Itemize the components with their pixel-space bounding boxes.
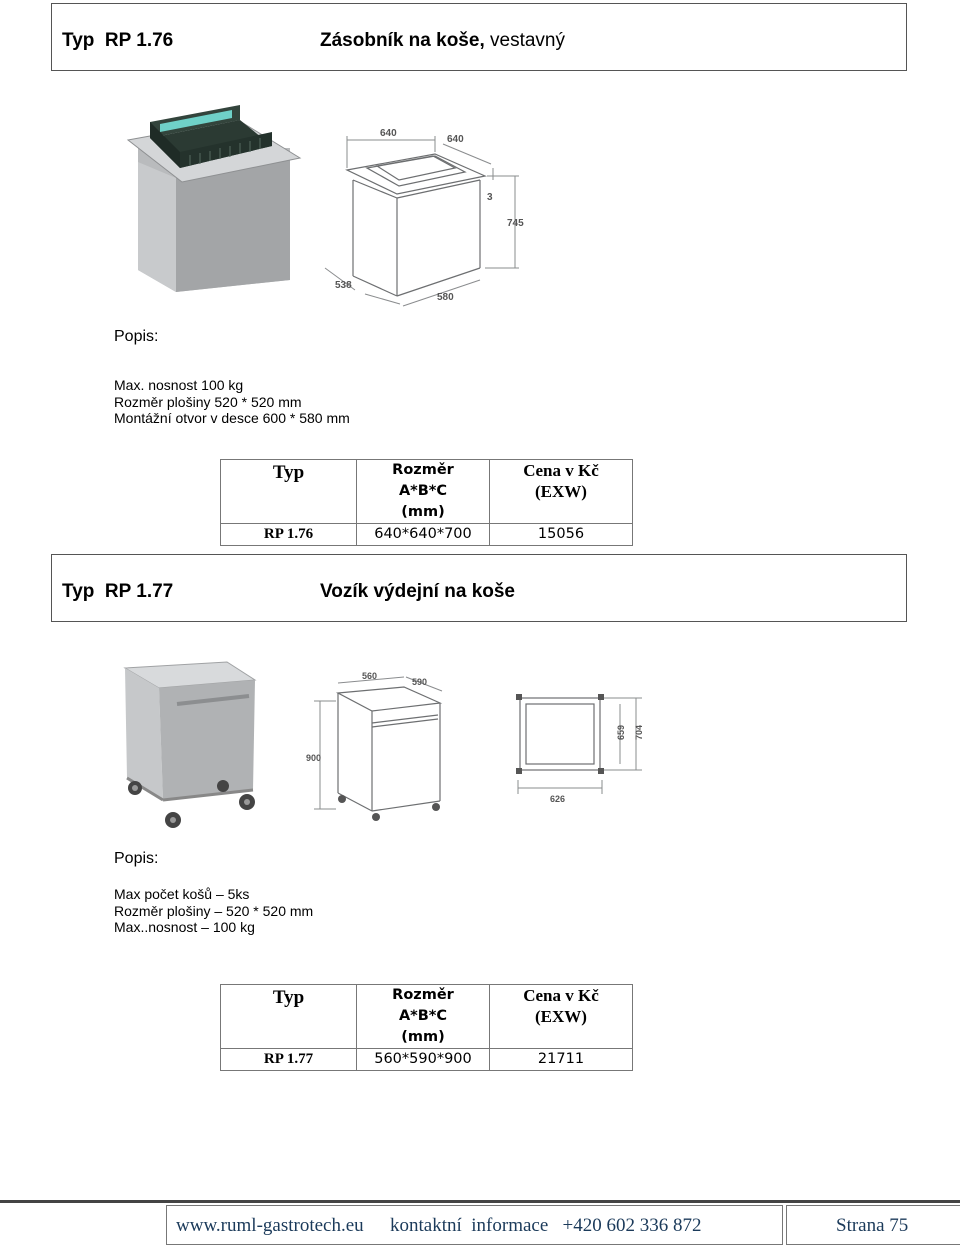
dim-label: 745 <box>507 218 524 229</box>
price-table-rp177 <box>220 984 633 1071</box>
product-code: Typ RP 1.76 <box>62 30 174 51</box>
dim-label: 538 <box>335 280 352 291</box>
product-code: Typ RP 1.77 <box>62 581 174 602</box>
description-line: Max počet košů – 5ks <box>114 886 250 902</box>
dim-label: 640 <box>380 128 397 139</box>
dim-label: 560 <box>362 671 378 681</box>
dim-label: 900 <box>306 753 322 763</box>
cell-dimensions: 640*640*700 <box>357 524 490 546</box>
product-header-rp176 <box>51 3 907 71</box>
dim-label: 590 <box>412 677 428 687</box>
description-line: Max..nosnost – 100 kg <box>114 919 255 935</box>
cell-price: 15056 <box>490 524 633 546</box>
popis-label: Popis: <box>114 850 159 867</box>
header-price: Cena v Kč (EXW) <box>490 985 633 1049</box>
page-number: Strana 75 <box>836 1215 909 1236</box>
description-line: Rozměr plošiny – 520 * 520 mm <box>114 902 314 919</box>
header-dimensions: Rozměr A*B*C (mm) <box>357 460 490 524</box>
header-price: Cena v Kč (EXW) <box>490 460 633 524</box>
footer-rule <box>0 1200 960 1203</box>
product-title: Zásobník na koše, vestavný <box>320 30 565 51</box>
product-header-rp177 <box>51 554 907 622</box>
header-typ: Typ <box>221 460 357 524</box>
description-line: Montážní otvor v desce 600 * 580 mm <box>114 410 350 426</box>
product-title: Vozík výdejní na koše <box>320 581 516 602</box>
dim-label: 640 <box>447 134 464 145</box>
cell-code: RP 1.76 <box>221 524 357 546</box>
header-typ: Typ <box>221 985 357 1049</box>
dim-label: 3 <box>487 192 493 203</box>
product-photo-rp176 <box>120 100 310 305</box>
technical-drawing-rp177-top <box>508 690 648 805</box>
description-line: Rozměr plošiny 520 * 520 mm <box>114 393 302 410</box>
footer-contact: kontaktní informace +420 602 336 872 <box>390 1215 702 1236</box>
cell-dimensions: 560*590*900 <box>357 1049 490 1071</box>
dim-label: 580 <box>437 292 454 303</box>
popis-label: Popis: <box>114 328 159 345</box>
price-table-rp176 <box>220 459 633 546</box>
header-dimensions: Rozměr A*B*C (mm) <box>357 985 490 1049</box>
technical-drawing-rp177-side <box>300 665 450 830</box>
product-photo-rp177 <box>115 660 275 835</box>
footer-website-link[interactable]: www.ruml-gastrotech.eu <box>176 1215 364 1236</box>
product-description <box>114 886 313 936</box>
cell-code: RP 1.77 <box>221 1049 357 1071</box>
technical-drawing-rp176 <box>315 118 530 308</box>
dim-label: 704 <box>634 724 644 740</box>
description-line: Max. nosnost 100 kg <box>114 377 244 393</box>
dim-label: 659 <box>616 724 626 740</box>
product-description <box>114 377 350 427</box>
cell-price: 21711 <box>490 1049 633 1071</box>
dim-label: 626 <box>550 794 566 804</box>
